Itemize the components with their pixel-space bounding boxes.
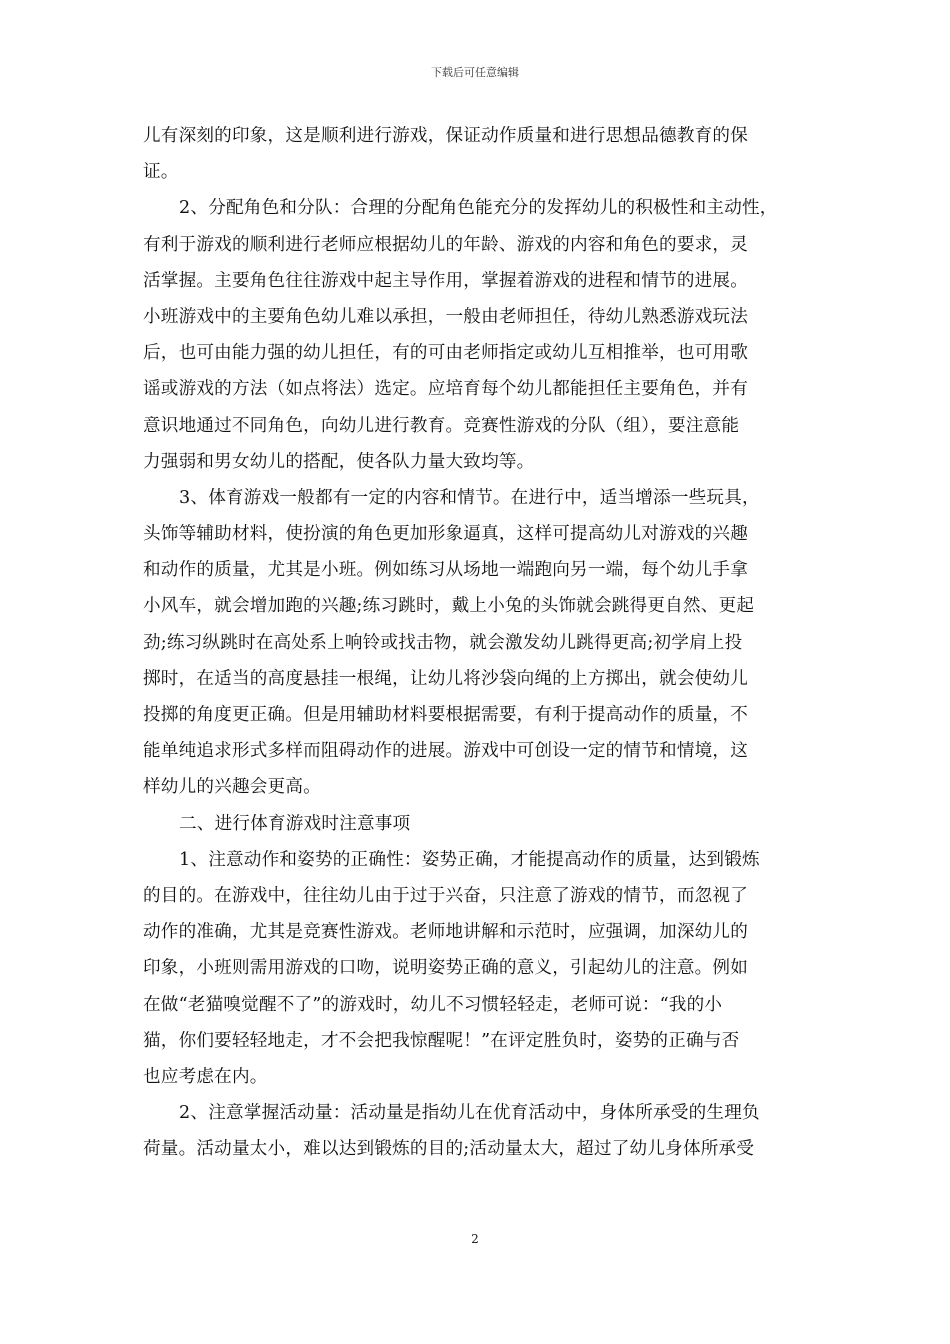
text-line: 和动作的质量，尤其是小班。例如练习从场地一端跑向另一端，每个幼儿手拿	[143, 560, 748, 581]
page-header: 下载后可任意编辑	[431, 66, 519, 79]
text-line: 猫，你们要轻轻地走，才不会把我惊醒呢！”在评定胜负时，姿势的正确与否	[143, 1030, 740, 1051]
text-line: 也应考虑在内。	[143, 1066, 268, 1087]
text-line: 二、进行体育游戏时注意事项	[179, 813, 411, 834]
text-line: 活掌握。主要角色往往游戏中起主导作用，掌握着游戏的进程和情节的进展。	[143, 270, 748, 291]
text-line: 印象，小班则需用游戏的口吻，说明姿势正确的意义，引起幼儿的注意。例如	[143, 958, 748, 979]
text-line: 意识地通过不同角色，向幼儿进行教育。竞赛性游戏的分队（组），要注意能	[143, 415, 740, 436]
text-line: 样幼儿的兴趣会更高。	[143, 777, 321, 798]
text-line: 2、注意掌握活动量：活动量是指幼儿在优育活动中，身体所承受的生理负	[179, 1103, 760, 1124]
document-body	[143, 118, 808, 1167]
text-line: 小风车，就会增加跑的兴趣;练习跳时，戴上小兔的头饰就会跳得更自然、更起	[143, 596, 755, 617]
text-line: 的目的。在游戏中，往往幼儿由于过于兴奋，只注意了游戏的情节，而忽视了	[143, 885, 748, 906]
text-line: 儿有深刻的印象，这是顺利进行游戏，保证动作质量和进行思想品德教育的保	[143, 126, 748, 146]
text-line: 证。	[143, 162, 179, 183]
text-line: 力强弱和男女幼儿的搭配，使各队力量大致均等。	[143, 451, 535, 472]
text-line: 荷量。活动量太小，难以达到锻炼的目的;活动量太大，超过了幼儿身体所承受	[143, 1139, 755, 1160]
text-line: 3、体育游戏一般都有一定的内容和情节。在进行中，适当增添一些玩具，	[179, 487, 760, 508]
text-line: 1、注意动作和姿势的正确性：姿势正确，才能提高动作的质量，达到锻炼	[179, 849, 760, 870]
text-line: 谣或游戏的方法（如点将法）选定。应培育每个幼儿都能担任主要角色，并有	[143, 379, 748, 400]
text-line: 有利于游戏的顺利进行老师应根据幼儿的年龄、游戏的内容和角色的要求，灵	[143, 234, 748, 255]
text-line: 头饰等辅助材料，使扮演的角色更加形象逼真，这样可提高幼儿对游戏的兴趣	[143, 524, 748, 545]
text-line: 在做“老猫嗅觉醒不了”的游戏时，幼儿不习惯轻轻走，老师可说：“我的小	[143, 994, 723, 1015]
text-line: 2、分配角色和分队：合理的分配角色能充分的发挥幼儿的积极性和主动性，	[179, 198, 778, 219]
page-number: 2	[471, 1232, 479, 1246]
text-line: 动作的准确，尤其是竞赛性游戏。老师地讲解和示范时，应强调，加深幼儿的	[143, 922, 748, 943]
text-line: 劲;练习纵跳时在高处系上响铃或找击物，就会激发幼儿跳得更高;初学肩上投	[143, 632, 743, 653]
text-line: 小班游戏中的主要角色幼儿难以承担，一般由老师担任，待幼儿熟悉游戏玩法	[143, 306, 748, 327]
text-line: 能单纯追求形式多样而阻碍动作的进展。游戏中可创设一定的情节和情境，这	[143, 741, 748, 762]
text-line: 投掷的角度更正确。但是用辅助材料要根据需要，有利于提高动作的质量，不	[143, 705, 748, 725]
text-line: 后，也可由能力强的幼儿担任，有的可由老师指定或幼儿互相推举，也可用歌	[143, 343, 748, 364]
text-line: 掷时，在适当的高度悬挂一根绳，让幼儿将沙袋向绳的上方掷出，就会使幼儿	[143, 668, 748, 689]
